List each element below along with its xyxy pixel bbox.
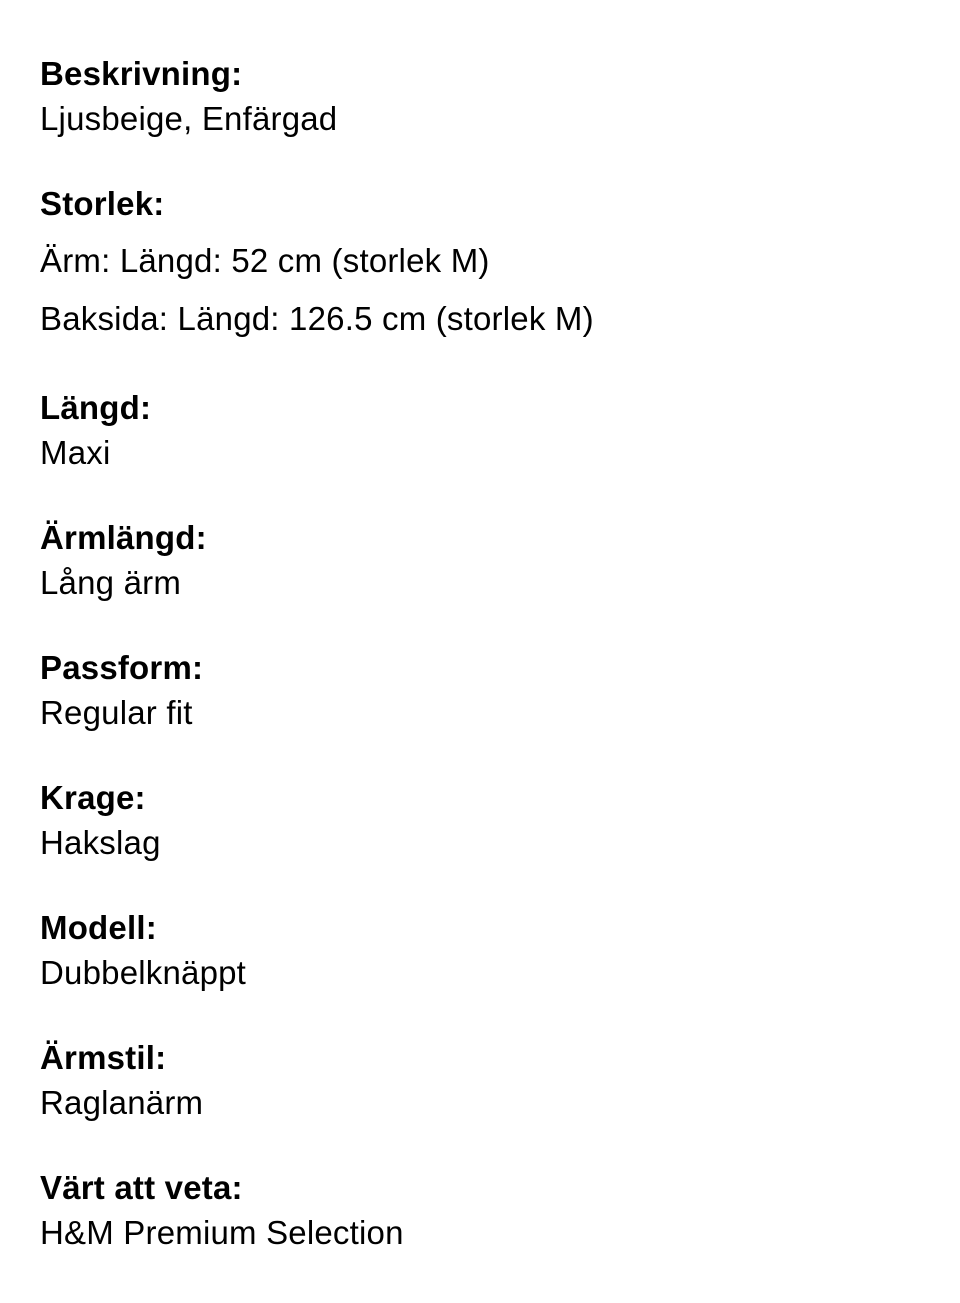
detail-beskrivning bbox=[40, 52, 920, 142]
detail-label: Passform: bbox=[40, 649, 204, 686]
detail-value: Raglanärm bbox=[40, 1084, 204, 1121]
detail-armstil bbox=[40, 1036, 920, 1126]
detail-modell bbox=[40, 906, 920, 996]
detail-passform bbox=[40, 646, 920, 736]
detail-label: Storlek: bbox=[40, 185, 165, 222]
detail-storlek bbox=[40, 182, 920, 342]
detail-value: Ljusbeige, Enfärgad bbox=[40, 100, 338, 137]
detail-armlangd bbox=[40, 516, 920, 606]
detail-value: Regular fit bbox=[40, 694, 193, 731]
size-measurement-back: Baksida: Längd: 126.5 cm (storlek M) bbox=[40, 300, 594, 337]
detail-label: Krage: bbox=[40, 779, 146, 816]
detail-label: Ärmlängd: bbox=[40, 519, 207, 556]
detail-value: Dubbelknäppt bbox=[40, 954, 247, 991]
detail-label: Värt att veta: bbox=[40, 1169, 243, 1206]
detail-value: Hakslag bbox=[40, 824, 161, 861]
detail-vart-att-veta bbox=[40, 1166, 920, 1256]
detail-label: Längd: bbox=[40, 389, 152, 426]
detail-value: Lång ärm bbox=[40, 564, 182, 601]
product-details bbox=[40, 52, 920, 1256]
detail-value: H&M Premium Selection bbox=[40, 1214, 404, 1251]
detail-langd bbox=[40, 386, 920, 476]
detail-label: Ärmstil: bbox=[40, 1039, 167, 1076]
detail-label: Beskrivning: bbox=[40, 55, 243, 92]
detail-label: Modell: bbox=[40, 909, 157, 946]
detail-krage bbox=[40, 776, 920, 866]
detail-value: Maxi bbox=[40, 434, 111, 471]
size-measurement-sleeve: Ärm: Längd: 52 cm (storlek M) bbox=[40, 242, 490, 279]
